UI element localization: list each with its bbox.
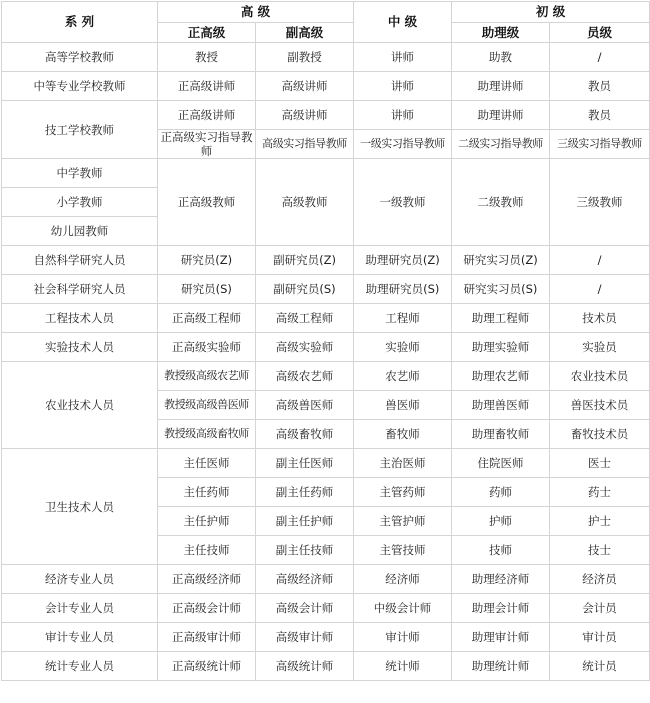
cell: 主任药师 [158,478,256,507]
cell: 高级农艺师 [256,362,354,391]
table-row [2,72,650,101]
row-label: 审计专业人员 [2,623,158,652]
row-label: 幼儿园教师 [2,217,158,246]
row-label: 中等专业学校教师 [2,72,158,101]
cell: 正高级讲师 [158,101,256,130]
table-row [2,101,650,130]
cell: 研究实习员(Z) [452,246,550,275]
title-grade-table [1,1,650,681]
cell: 正高级统计师 [158,652,256,681]
cell: 教员 [550,101,650,130]
cell: 统计员 [550,652,650,681]
cell: 研究员(S) [158,275,256,304]
cell: 工程师 [354,304,452,333]
table-row [2,159,650,188]
cell: 农业技术员 [550,362,650,391]
cell: 高级教师 [256,159,354,246]
cell: 讲师 [354,101,452,130]
table-row [2,43,650,72]
cell: 技师 [452,536,550,565]
row-label: 社会科学研究人员 [2,275,158,304]
cell: 兽医技术员 [550,391,650,420]
cell: / [550,275,650,304]
cell: 技士 [550,536,650,565]
cell: 高级会计师 [256,594,354,623]
cell: 一级教师 [354,159,452,246]
cell: 教授级高级畜牧师 [158,420,256,449]
table-row [2,333,650,362]
cell: 畜牧技术员 [550,420,650,449]
cell: 畜牧师 [354,420,452,449]
cell: 一级实习指导教师 [354,130,452,159]
cell: 主任技师 [158,536,256,565]
row-label: 工程技术人员 [2,304,158,333]
cell: 副主任医师 [256,449,354,478]
cell: 高级实习指导教师 [256,130,354,159]
cell: 主任医师 [158,449,256,478]
cell: 副主任技师 [256,536,354,565]
cell: 正高级实验师 [158,333,256,362]
cell: 会计员 [550,594,650,623]
cell: 二级实习指导教师 [452,130,550,159]
cell: 研究员(Z) [158,246,256,275]
cell: 兽医师 [354,391,452,420]
header-junior: 初 级 [452,2,650,23]
table-row [2,275,650,304]
cell: 讲师 [354,43,452,72]
cell: 研究实习员(S) [452,275,550,304]
cell: 正高级经济师 [158,565,256,594]
cell: 助理研究员(S) [354,275,452,304]
cell: 助理研究员(Z) [354,246,452,275]
cell: 实验师 [354,333,452,362]
cell: 副研究员(S) [256,275,354,304]
cell: 医士 [550,449,650,478]
cell: 二级教师 [452,159,550,246]
row-label: 农业技术人员 [2,362,158,449]
cell: 助理讲师 [452,101,550,130]
cell: 正高级会计师 [158,594,256,623]
cell: 助理审计师 [452,623,550,652]
cell: 高级工程师 [256,304,354,333]
header-senior-deputy: 副高级 [256,23,354,43]
cell: 助理工程师 [452,304,550,333]
cell: 审计员 [550,623,650,652]
row-label: 高等学校教师 [2,43,158,72]
cell: 高级统计师 [256,652,354,681]
cell: 药师 [452,478,550,507]
cell: 副主任药师 [256,478,354,507]
cell: 助理会计师 [452,594,550,623]
header-intermediate: 中 级 [354,2,452,43]
cell: 讲师 [354,72,452,101]
cell: / [550,246,650,275]
table-row [2,449,650,478]
row-label: 统计专业人员 [2,652,158,681]
cell: 统计师 [354,652,452,681]
cell: 助理实验师 [452,333,550,362]
cell: 主治医师 [354,449,452,478]
cell: 药士 [550,478,650,507]
row-label: 技工学校教师 [2,101,158,159]
header-senior: 高 级 [158,2,354,23]
table-row [2,304,650,333]
cell: 正高级审计师 [158,623,256,652]
row-label: 实验技术人员 [2,333,158,362]
header-junior-staff: 员级 [550,23,650,43]
cell: 助理讲师 [452,72,550,101]
cell: 三级实习指导教师 [550,130,650,159]
cell: 护师 [452,507,550,536]
cell: 实验员 [550,333,650,362]
cell: 技术员 [550,304,650,333]
cell: 审计师 [354,623,452,652]
row-label: 经济专业人员 [2,565,158,594]
table-row [2,623,650,652]
cell: 高级讲师 [256,101,354,130]
cell: 正高级工程师 [158,304,256,333]
cell: 高级审计师 [256,623,354,652]
header-senior-full: 正高级 [158,23,256,43]
cell: 经济员 [550,565,650,594]
cell: 副研究员(Z) [256,246,354,275]
row-label: 小学教师 [2,188,158,217]
cell: / [550,43,650,72]
cell: 高级经济师 [256,565,354,594]
table-row [2,565,650,594]
row-label: 卫生技术人员 [2,449,158,565]
cell: 助理农艺师 [452,362,550,391]
cell: 护士 [550,507,650,536]
cell: 三级教师 [550,159,650,246]
cell: 正高级实习指导教师 [158,130,256,159]
table-row [2,652,650,681]
header-row-1 [2,2,650,23]
cell: 主任护师 [158,507,256,536]
cell: 正高级讲师 [158,72,256,101]
cell: 高级实验师 [256,333,354,362]
row-label: 中学教师 [2,159,158,188]
cell: 副教授 [256,43,354,72]
cell: 助教 [452,43,550,72]
cell: 副主任护师 [256,507,354,536]
row-label: 自然科学研究人员 [2,246,158,275]
cell: 教授 [158,43,256,72]
header-category: 系 列 [2,2,158,43]
cell: 主管药师 [354,478,452,507]
cell: 主管护师 [354,507,452,536]
cell: 助理兽医师 [452,391,550,420]
cell: 高级畜牧师 [256,420,354,449]
cell: 高级兽医师 [256,391,354,420]
cell: 助理统计师 [452,652,550,681]
header-junior-assistant: 助理级 [452,23,550,43]
row-label: 会计专业人员 [2,594,158,623]
cell: 住院医师 [452,449,550,478]
cell: 中级会计师 [354,594,452,623]
cell: 经济师 [354,565,452,594]
table-row [2,594,650,623]
cell: 教授级高级农艺师 [158,362,256,391]
cell: 教授级高级兽医师 [158,391,256,420]
cell: 教员 [550,72,650,101]
cell: 正高级教师 [158,159,256,246]
table-row [2,246,650,275]
cell: 农艺师 [354,362,452,391]
cell: 助理经济师 [452,565,550,594]
table-row [2,362,650,391]
cell: 高级讲师 [256,72,354,101]
cell: 助理畜牧师 [452,420,550,449]
cell: 主管技师 [354,536,452,565]
